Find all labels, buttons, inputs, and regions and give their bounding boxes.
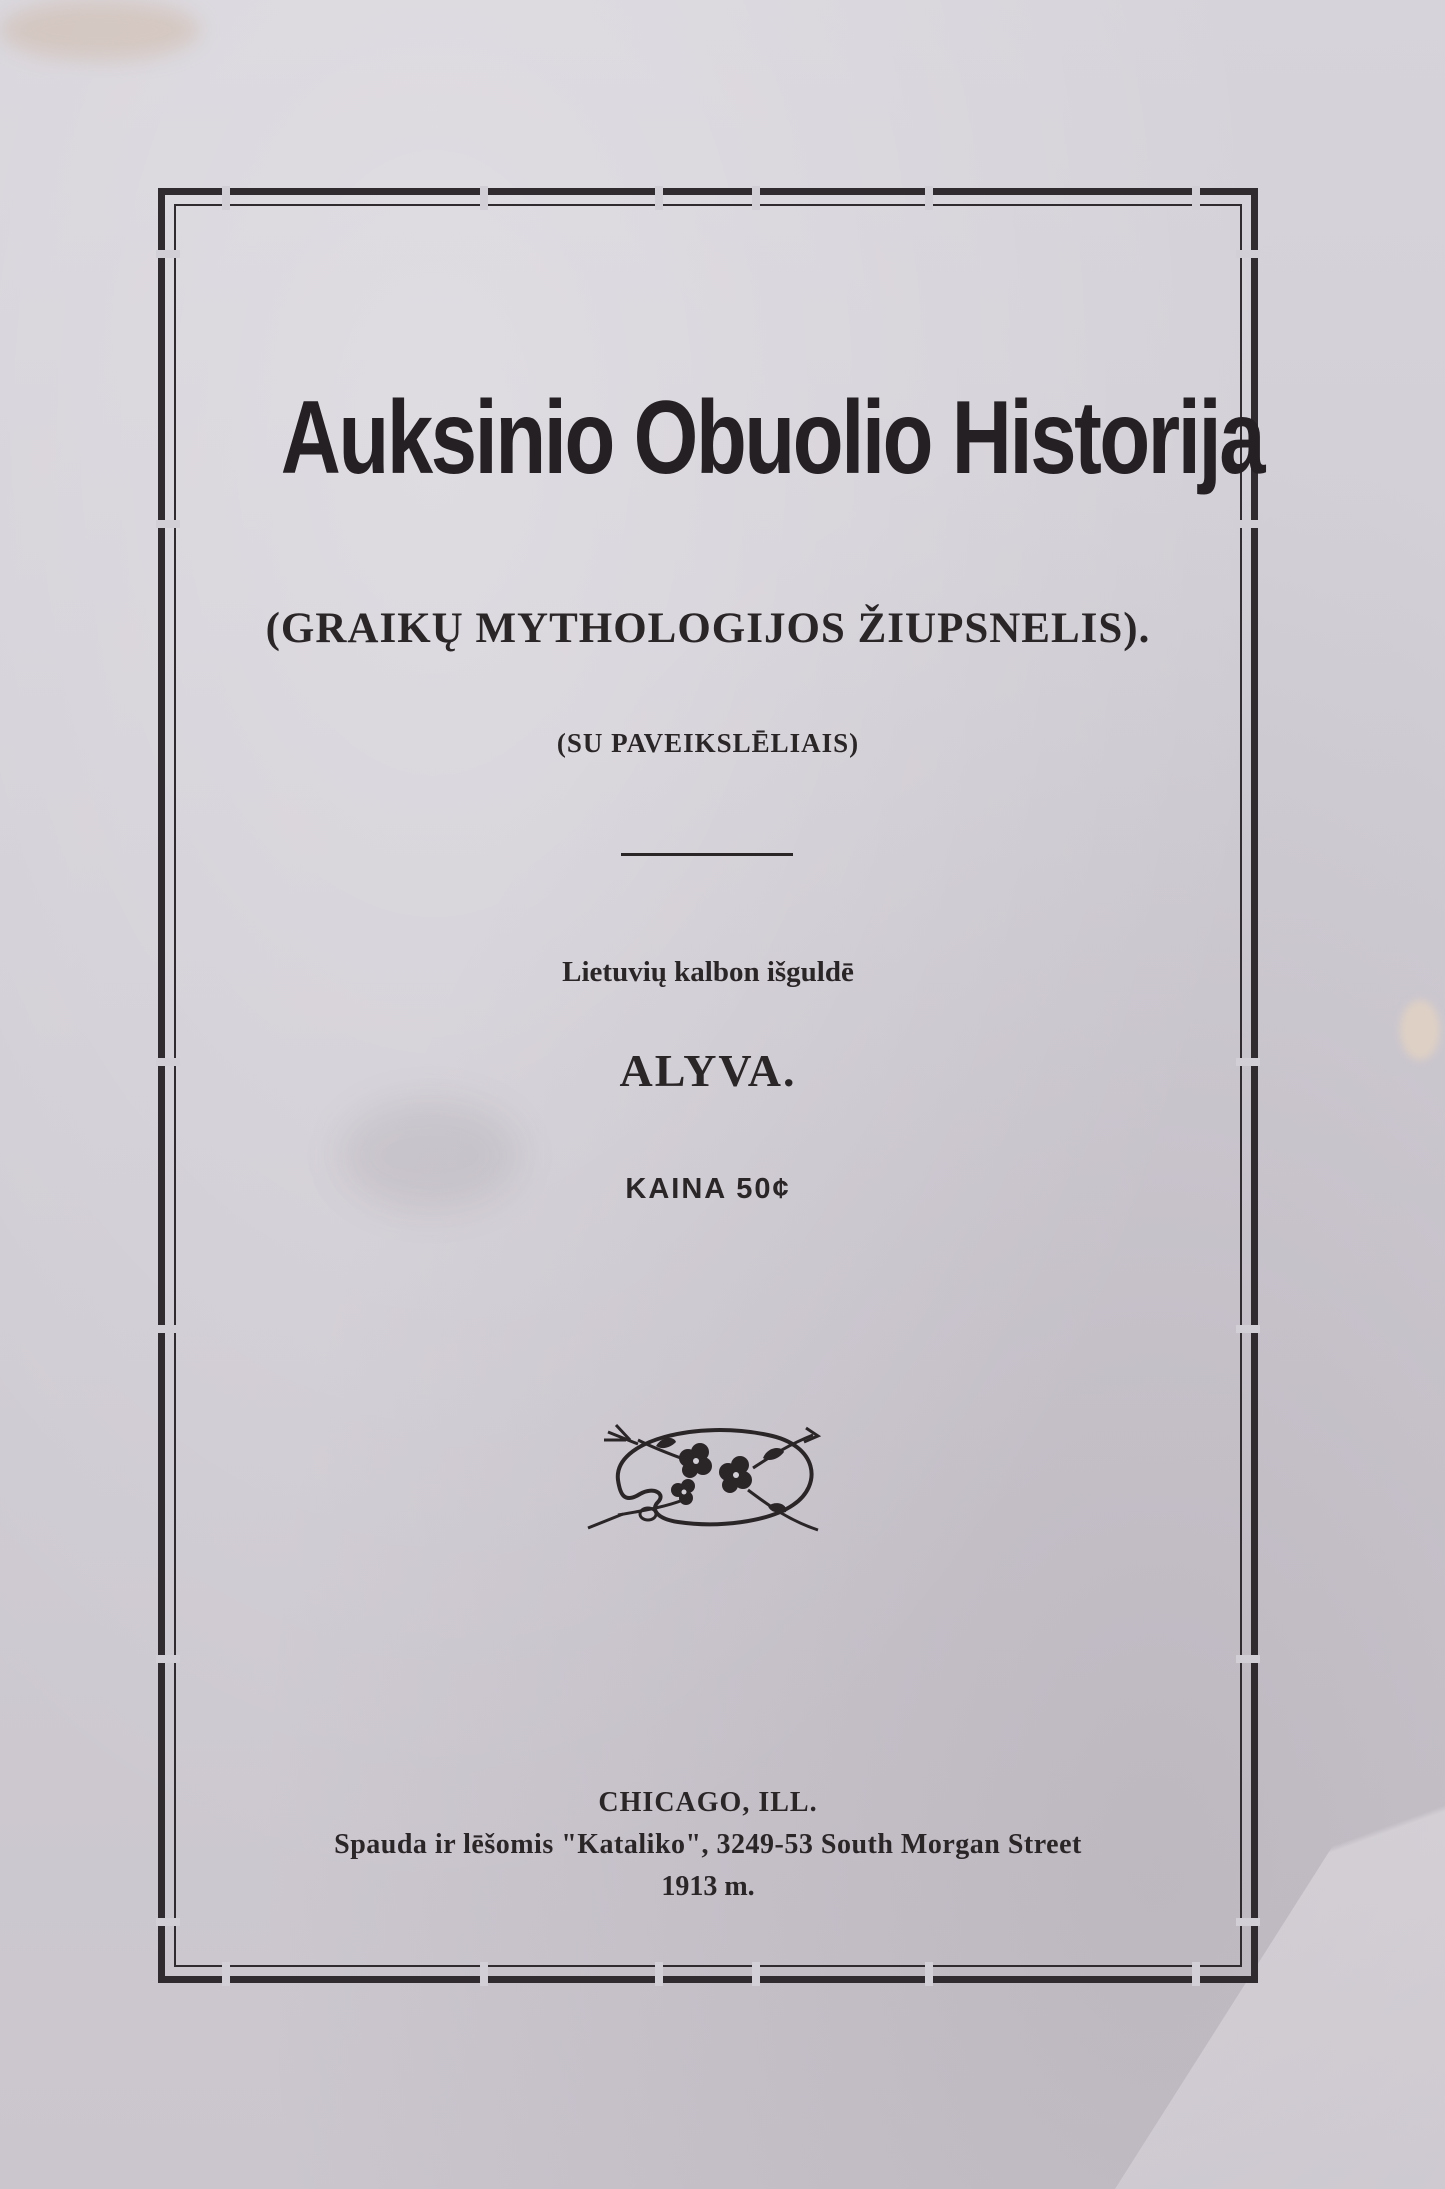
translator-credit: Lietuvių kalbon išguldē: [562, 956, 854, 988]
book-title: Auksinio Obuolio Historija: [280, 380, 1264, 496]
imprint-publisher: Spauda ir lēšomis "Kataliko", 3249-53 South Morgan Street: [334, 1829, 1082, 1860]
paper-stain: [1400, 1000, 1440, 1060]
imprint-city: CHICAGO, ILL.: [598, 1787, 818, 1818]
cover-content: [174, 204, 1264, 1967]
divider-rule: [621, 853, 793, 856]
paper-stain: [0, 0, 200, 60]
translator-name: ALYVA.: [619, 1045, 797, 1096]
illustrations-note: (SU PAVEIKSLĒLIAIS): [556, 728, 860, 758]
price-label: KAINA 50¢: [625, 1173, 791, 1205]
palette-with-flowers-icon: [578, 1410, 838, 1540]
imprint-year: 1913 m.: [661, 1871, 755, 1902]
book-subtitle: (GRAIKŲ MYTHOLOGIJOS ŽIUPSNELIS).: [265, 605, 1151, 652]
